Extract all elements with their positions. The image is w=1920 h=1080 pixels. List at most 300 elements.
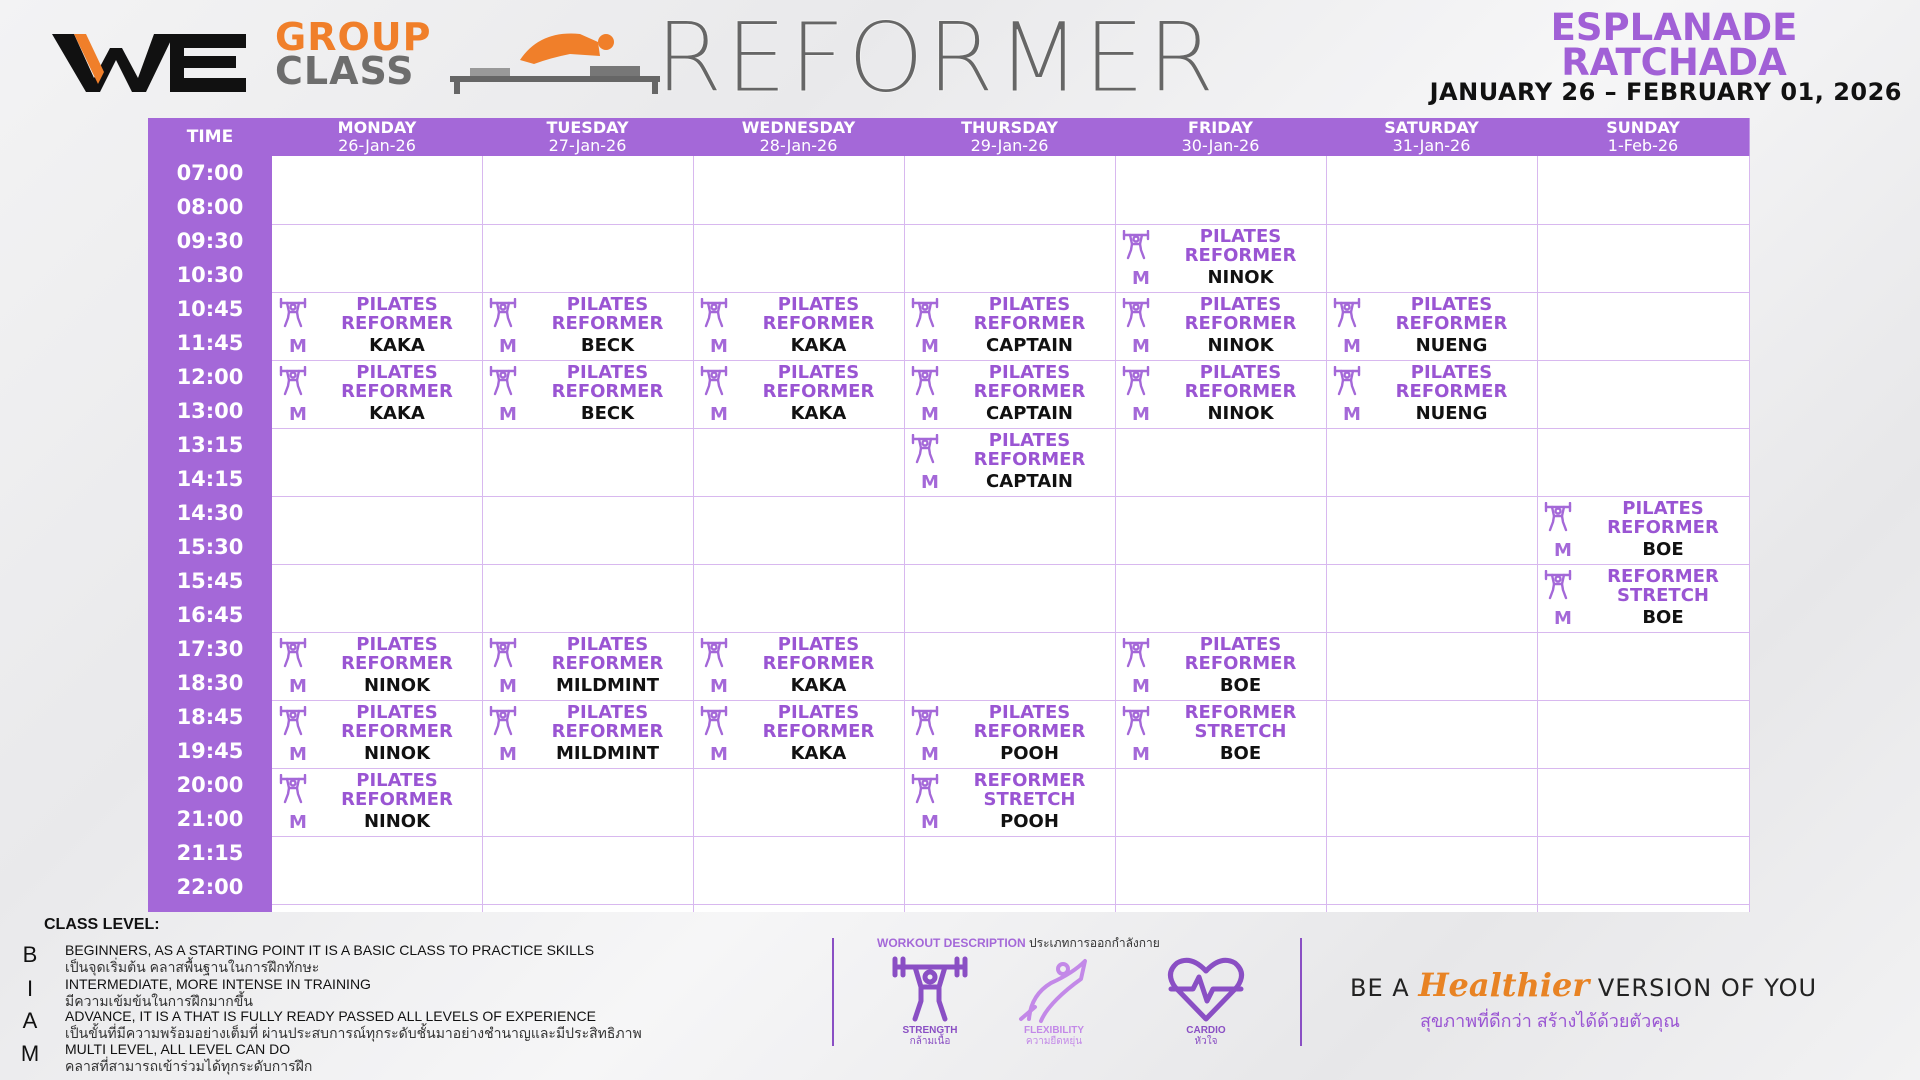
level-letter: M xyxy=(20,1041,40,1066)
class-name-line-2: REFORMER xyxy=(1184,653,1297,674)
row-divider xyxy=(272,836,1749,837)
strength-icon xyxy=(1121,706,1151,736)
class-name-line-1: PILATES xyxy=(777,634,860,655)
class-name-line-1: PILATES xyxy=(1199,226,1282,247)
class-name xyxy=(733,295,904,333)
class-name xyxy=(733,363,904,401)
day-date: 1-Feb-26 xyxy=(1607,136,1679,155)
class-name-line-1: PILATES xyxy=(356,634,438,655)
time-end: 14:15 xyxy=(176,467,244,491)
strength-icon xyxy=(910,434,940,464)
class-name-line-2: STRETCH xyxy=(1194,721,1287,742)
class-level-badge: M xyxy=(1132,404,1150,425)
instructor-name: CAPTAIN xyxy=(986,335,1073,356)
class-cell[interactable] xyxy=(272,632,482,700)
we-logo xyxy=(52,26,252,96)
class-cell[interactable] xyxy=(904,360,1115,428)
instructor-name: MILDMINT xyxy=(556,743,659,764)
time-end: 21:00 xyxy=(176,807,244,831)
class-name xyxy=(1155,703,1326,741)
class-level-badge: M xyxy=(499,336,517,357)
strength-label-th: กล้ามเนื้อ xyxy=(909,1036,951,1047)
tagline xyxy=(1350,966,1817,1004)
class-level-badge: M xyxy=(1132,744,1150,765)
instructor-name: KAKA xyxy=(369,403,425,424)
instructor-name: KAKA xyxy=(790,403,847,424)
instructor-name: POOH xyxy=(1000,743,1059,764)
class-name xyxy=(1155,363,1326,401)
strength-icon xyxy=(1121,638,1151,668)
time-slot xyxy=(148,360,272,428)
class-name xyxy=(522,295,693,333)
level-letter: A xyxy=(22,1008,38,1033)
strength-icon xyxy=(278,638,308,668)
class-cell[interactable] xyxy=(272,768,482,836)
strength-icon xyxy=(488,298,518,328)
strength-label: STRENGTH xyxy=(902,1025,958,1036)
time-slot xyxy=(148,632,272,700)
class-level-badge: M xyxy=(289,676,307,697)
instructor-name: NUENG xyxy=(1415,403,1488,424)
day-header xyxy=(272,118,483,156)
class-cell[interactable] xyxy=(1537,496,1749,564)
time-start: 17:30 xyxy=(176,637,244,661)
class-cell[interactable] xyxy=(1115,292,1326,360)
class-name xyxy=(312,295,482,333)
time-end: 15:30 xyxy=(176,535,244,559)
class-name xyxy=(1155,295,1326,333)
class-name-line-1: REFORMER xyxy=(1184,702,1297,723)
location-line-1: ESPLANADE xyxy=(1550,6,1798,49)
time-end: 16:45 xyxy=(176,603,244,627)
class-name-line-1: PILATES xyxy=(777,702,860,723)
day-name: WEDNESDAY xyxy=(741,118,856,137)
time-end: 22:00 xyxy=(176,875,244,899)
level-description-th: มีความเข้มข้นในการฝึกมากขึ้น xyxy=(65,993,253,1009)
instructor-name: NINOK xyxy=(1207,403,1274,424)
strength-icon xyxy=(1543,502,1573,532)
strength-icon xyxy=(910,298,940,328)
time-slot xyxy=(148,496,272,564)
class-cell[interactable] xyxy=(482,632,693,700)
class-level-badge: M xyxy=(710,404,728,425)
date-range: JANUARY 26 – FEBRUARY 01, 2026 xyxy=(1429,78,1902,106)
workout-title-th: ประเภทการออกกำลังกาย xyxy=(1029,936,1160,950)
day-date: 26-Jan-26 xyxy=(338,136,416,155)
class-cell[interactable] xyxy=(904,428,1115,496)
class-level-row xyxy=(20,1008,820,1040)
class-name xyxy=(312,363,482,401)
class-level-badge: M xyxy=(289,404,307,425)
class-name-line-2: REFORMER xyxy=(341,789,453,810)
time-start: 21:15 xyxy=(176,841,244,865)
class-cell[interactable] xyxy=(904,292,1115,360)
class-level-row xyxy=(20,942,820,974)
instructor-name: NUENG xyxy=(1415,335,1488,356)
class-level-badge: M xyxy=(499,676,517,697)
class-name-line-2: REFORMER xyxy=(341,721,453,742)
class-name-line-1: PILATES xyxy=(566,294,649,315)
strength-icon xyxy=(1332,298,1362,328)
class-name-line-1: PILATES xyxy=(988,294,1071,315)
time-start: 20:00 xyxy=(176,773,244,797)
class-cell[interactable] xyxy=(1326,292,1537,360)
flexibility-icon xyxy=(1011,955,1097,1025)
group-text: GROUP xyxy=(275,15,432,59)
class-level-badge: M xyxy=(921,336,939,357)
strength-icon xyxy=(488,638,518,668)
class-name-line-1: PILATES xyxy=(1622,498,1704,519)
class-cell[interactable] xyxy=(1115,632,1326,700)
time-header: TIME xyxy=(148,118,273,156)
class-cell[interactable] xyxy=(1115,700,1326,768)
workout-strength xyxy=(880,955,980,1047)
day-date: 27-Jan-26 xyxy=(548,136,627,155)
day-date: 29-Jan-26 xyxy=(970,136,1049,155)
class-level-title: CLASS LEVEL: xyxy=(44,916,160,933)
time-slot xyxy=(148,700,272,768)
instructor-name: KAKA xyxy=(790,675,847,696)
class-name xyxy=(1577,567,1749,605)
class-level-badge: M xyxy=(921,404,939,425)
class-name-line-2: REFORMER xyxy=(973,313,1086,334)
instructor-name: NINOK xyxy=(363,811,431,832)
day-header xyxy=(693,118,905,156)
instructor-name: POOH xyxy=(1000,811,1059,832)
strength-icon xyxy=(1332,366,1362,396)
day-date: 28-Jan-26 xyxy=(759,136,838,155)
time-column xyxy=(148,156,272,912)
day-header xyxy=(1115,118,1327,156)
class-name-line-2: REFORMER xyxy=(1607,517,1719,538)
class-level-badge: M xyxy=(1554,540,1572,561)
class-name-line-2: REFORMER xyxy=(1395,313,1508,334)
instructor-name: BECK xyxy=(580,403,635,424)
class-cell[interactable] xyxy=(1115,360,1326,428)
day-name: TUESDAY xyxy=(546,118,629,137)
class-name-line-2: REFORMER xyxy=(1184,245,1297,266)
strength-icon xyxy=(910,706,940,736)
time-slot xyxy=(148,428,272,496)
instructor-name: NINOK xyxy=(363,675,431,696)
class-name-line-1: PILATES xyxy=(1410,294,1493,315)
strength-icon xyxy=(699,706,729,736)
time-start: 07:00 xyxy=(176,161,244,185)
time-start: 10:45 xyxy=(176,297,244,321)
class-name-line-1: REFORMER xyxy=(973,770,1086,791)
class-name xyxy=(733,635,904,673)
class-level-badge: M xyxy=(1343,336,1361,357)
class-cell[interactable] xyxy=(272,360,482,428)
strength-icon xyxy=(278,298,308,328)
strength-icon xyxy=(699,366,729,396)
class-name-line-1: PILATES xyxy=(1199,634,1282,655)
class-level-badge: M xyxy=(1132,268,1150,289)
workout-flexibility xyxy=(1004,955,1104,1047)
class-cell[interactable] xyxy=(904,700,1115,768)
class-name xyxy=(522,635,693,673)
class-level-badge: M xyxy=(499,744,517,765)
class-level-badge: M xyxy=(289,812,307,833)
class-level-row xyxy=(20,976,820,1008)
strength-icon xyxy=(278,774,308,804)
instructor-name: BOE xyxy=(1219,743,1262,764)
tagline-thai: สุขภาพที่ดีกว่า สร้างได้ด้วยตัวคุณ xyxy=(1420,1011,1680,1031)
workout-cardio xyxy=(1156,955,1256,1047)
class-name xyxy=(944,703,1115,741)
reformer-machine-icon xyxy=(430,20,690,96)
class-name-line-1: PILATES xyxy=(777,294,860,315)
class-name-line-1: PILATES xyxy=(356,294,438,315)
class-name-line-1: PILATES xyxy=(988,430,1071,451)
time-end: 11:45 xyxy=(176,331,244,355)
class-name-line-2: REFORMER xyxy=(551,313,664,334)
time-slot xyxy=(148,292,272,360)
class-level-badge: M xyxy=(499,404,517,425)
class-level-badge: M xyxy=(289,336,307,357)
class-cell[interactable] xyxy=(272,292,482,360)
level-description-th: เป็นจุดเริ่มต้น คลาสพื้นฐานในการฝึกทักษะ xyxy=(65,959,320,975)
instructor-name: NINOK xyxy=(1207,267,1274,288)
strength-icon xyxy=(1121,366,1151,396)
day-name: SATURDAY xyxy=(1384,118,1479,137)
row-divider xyxy=(272,564,1749,565)
class-name-line-2: REFORMER xyxy=(341,653,453,674)
class-cell[interactable] xyxy=(693,700,904,768)
class-name-line-2: REFORMER xyxy=(1184,313,1297,334)
class-level-badge: M xyxy=(921,744,939,765)
class-name xyxy=(1366,295,1537,333)
class-name-line-2: REFORMER xyxy=(762,721,875,742)
level-letter: I xyxy=(26,976,34,1001)
time-slot xyxy=(148,224,272,292)
strength-icon xyxy=(488,366,518,396)
tagline-post: VERSION OF YOU xyxy=(1589,974,1818,1002)
cardio-icon xyxy=(1163,955,1249,1025)
class-name-line-2: REFORMER xyxy=(762,653,875,674)
instructor-name: CAPTAIN xyxy=(986,403,1073,424)
day-name: THURSDAY xyxy=(961,118,1058,137)
instructor-name: BOE xyxy=(1219,675,1262,696)
class-name xyxy=(944,295,1115,333)
instructor-name: NINOK xyxy=(363,743,431,764)
divider xyxy=(1300,938,1302,1046)
time-end: 18:30 xyxy=(176,671,244,695)
class-level-badge: M xyxy=(921,812,939,833)
day-date: 31-Jan-26 xyxy=(1392,136,1471,155)
class-cell[interactable] xyxy=(1537,564,1749,632)
location-line-2: RATCHADA xyxy=(1561,41,1787,84)
instructor-name: NINOK xyxy=(1207,335,1274,356)
time-start: 18:45 xyxy=(176,705,244,729)
class-name-line-1: PILATES xyxy=(566,634,649,655)
class-level-badge: M xyxy=(289,744,307,765)
class-level-badge: M xyxy=(710,744,728,765)
tagline-pre: BE A xyxy=(1350,974,1419,1002)
class-name-line-1: PILATES xyxy=(988,362,1071,383)
workout-title-en: WORKOUT DESCRIPTION xyxy=(877,936,1026,950)
cardio-label: CARDIO xyxy=(1186,1025,1226,1036)
class-name-line-2: STRETCH xyxy=(1617,585,1709,606)
cardio-label-th: หัวใจ xyxy=(1194,1036,1218,1047)
class-name xyxy=(944,431,1115,469)
schedule-grid xyxy=(148,118,1749,912)
class-name xyxy=(312,703,482,741)
time-start: 14:30 xyxy=(176,501,244,525)
day-header xyxy=(1326,118,1538,156)
class-name-line-2: REFORMER xyxy=(973,449,1086,470)
day-header xyxy=(1537,118,1750,156)
class-name-line-2: REFORMER xyxy=(341,313,453,334)
class-cell[interactable] xyxy=(272,700,482,768)
time-end: 13:00 xyxy=(176,399,244,423)
class-name xyxy=(312,635,482,673)
class-cell[interactable] xyxy=(482,360,693,428)
instructor-name: MILDMINT xyxy=(556,675,659,696)
class-level-badge: M xyxy=(1343,404,1361,425)
divider xyxy=(832,938,834,1046)
level-description-th: คลาสที่สามารถเข้าร่วมได้ทุกระดับการฝึก xyxy=(65,1058,313,1074)
day-name: MONDAY xyxy=(337,118,417,137)
class-name-line-1: PILATES xyxy=(1199,294,1282,315)
instructor-name: CAPTAIN xyxy=(986,471,1073,492)
class-level-badge: M xyxy=(710,676,728,697)
class-name xyxy=(522,703,693,741)
class-name-line-1: PILATES xyxy=(777,362,860,383)
strength-icon xyxy=(910,774,940,804)
time-start: 13:15 xyxy=(176,433,244,457)
class-name xyxy=(1366,363,1537,401)
class-level-badge: M xyxy=(1132,336,1150,357)
time-end: 19:45 xyxy=(176,739,244,763)
instructor-name: KAKA xyxy=(790,743,847,764)
level-description: INTERMEDIATE, MORE INTENSE IN TRAINING xyxy=(65,976,371,992)
class-level-badge: M xyxy=(1554,608,1572,629)
class-name xyxy=(312,771,482,809)
class-cell[interactable] xyxy=(904,768,1115,836)
class-name-line-1: PILATES xyxy=(1199,362,1282,383)
instructor-name: BOE xyxy=(1642,539,1684,560)
time-start: 12:00 xyxy=(176,365,244,389)
level-description: MULTI LEVEL, ALL LEVEL CAN DO xyxy=(65,1041,291,1057)
row-divider xyxy=(272,904,1749,905)
workout-description-title xyxy=(877,934,1160,953)
class-cell[interactable] xyxy=(1115,224,1326,292)
class-cell[interactable] xyxy=(482,700,693,768)
time-start: 09:30 xyxy=(176,229,244,253)
day-date: 30-Jan-26 xyxy=(1181,136,1260,155)
strength-icon xyxy=(278,366,308,396)
strength-icon xyxy=(887,955,973,1025)
level-description: BEGINNERS, AS A STARTING POINT IT IS A BASIC CLASS TO PRACTICE SKILLS xyxy=(65,942,595,958)
group-class-wordmark xyxy=(275,15,432,93)
class-name-line-1: PILATES xyxy=(356,702,438,723)
instructor-name: BOE xyxy=(1642,607,1684,628)
class-cell[interactable] xyxy=(1326,360,1537,428)
class-level-row xyxy=(20,1041,820,1073)
column-divider xyxy=(1749,156,1750,912)
class-name xyxy=(1155,635,1326,673)
class-name-line-2: REFORMER xyxy=(341,381,453,402)
level-description-th: เป็นขั้นที่มีความพร้อมอย่างเต็มที่ ผ่านประสบการณ์ทุกระดับชั้นมาอย่างชำนาญและมีประสิทธิภาพ xyxy=(65,1025,642,1041)
class-name-line-2: REFORMER xyxy=(973,381,1086,402)
time-slot xyxy=(148,836,272,904)
strength-icon xyxy=(699,638,729,668)
strength-icon xyxy=(1121,230,1151,260)
class-name xyxy=(944,771,1115,809)
instructor-name: KAKA xyxy=(790,335,847,356)
row-divider xyxy=(272,496,1749,497)
class-cell[interactable] xyxy=(482,292,693,360)
reformer-title: REFORMER xyxy=(655,2,1218,114)
class-name-line-1: PILATES xyxy=(356,362,438,383)
class-name-line-2: STRETCH xyxy=(983,789,1076,810)
strength-icon xyxy=(1543,570,1573,600)
class-name xyxy=(522,363,693,401)
class-name-line-1: REFORMER xyxy=(1607,566,1719,587)
day-header xyxy=(482,118,694,156)
column-divider xyxy=(693,156,694,912)
strength-icon xyxy=(699,298,729,328)
class-level-badge: M xyxy=(921,472,939,493)
level-description: ADVANCE, IT IS A THAT IS FULLY READY PASSED ALL LEVELS OF EXPERIENCE xyxy=(65,1008,596,1024)
tagline-highlight: Healthier xyxy=(1418,966,1590,1004)
class-name-line-2: REFORMER xyxy=(1395,381,1508,402)
time-slot xyxy=(148,768,272,836)
time-end: 08:00 xyxy=(176,195,244,219)
day-name: SUNDAY xyxy=(1606,118,1680,137)
time-slot xyxy=(148,564,272,632)
class-level-badge: M xyxy=(710,336,728,357)
class-name-line-2: REFORMER xyxy=(1184,381,1297,402)
class-name-line-1: PILATES xyxy=(1410,362,1493,383)
class-cell[interactable] xyxy=(693,632,904,700)
time-slot xyxy=(148,156,272,224)
row-divider xyxy=(272,224,1749,225)
class-name xyxy=(1155,227,1326,265)
column-divider xyxy=(482,156,483,912)
time-start: 15:45 xyxy=(176,569,244,593)
class-name-line-2: REFORMER xyxy=(762,313,875,334)
instructor-name: BECK xyxy=(580,335,635,356)
class-name-line-1: PILATES xyxy=(566,362,649,383)
class-name-line-1: PILATES xyxy=(988,702,1071,723)
day-header xyxy=(904,118,1116,156)
class-name-line-2: REFORMER xyxy=(973,721,1086,742)
class-cell[interactable] xyxy=(693,292,904,360)
strength-icon xyxy=(488,706,518,736)
class-name-line-2: REFORMER xyxy=(551,653,664,674)
flexibility-label: FLEXIBILITY xyxy=(1024,1025,1084,1036)
strength-icon xyxy=(278,706,308,736)
class-name-line-2: REFORMER xyxy=(551,381,664,402)
class-name xyxy=(1577,499,1749,537)
day-name: FRIDAY xyxy=(1188,118,1253,137)
strength-icon xyxy=(1121,298,1151,328)
flexibility-label-th: ความยืดหยุ่น xyxy=(1025,1036,1083,1047)
class-text: CLASS xyxy=(275,49,415,93)
class-level-badge: M xyxy=(1132,676,1150,697)
class-cell[interactable] xyxy=(693,360,904,428)
class-name-line-2: REFORMER xyxy=(762,381,875,402)
class-name xyxy=(944,363,1115,401)
class-name xyxy=(733,703,904,741)
time-end: 10:30 xyxy=(176,263,244,287)
class-name-line-2: REFORMER xyxy=(551,721,664,742)
class-name-line-1: PILATES xyxy=(356,770,438,791)
strength-icon xyxy=(910,366,940,396)
class-name-line-1: PILATES xyxy=(566,702,649,723)
